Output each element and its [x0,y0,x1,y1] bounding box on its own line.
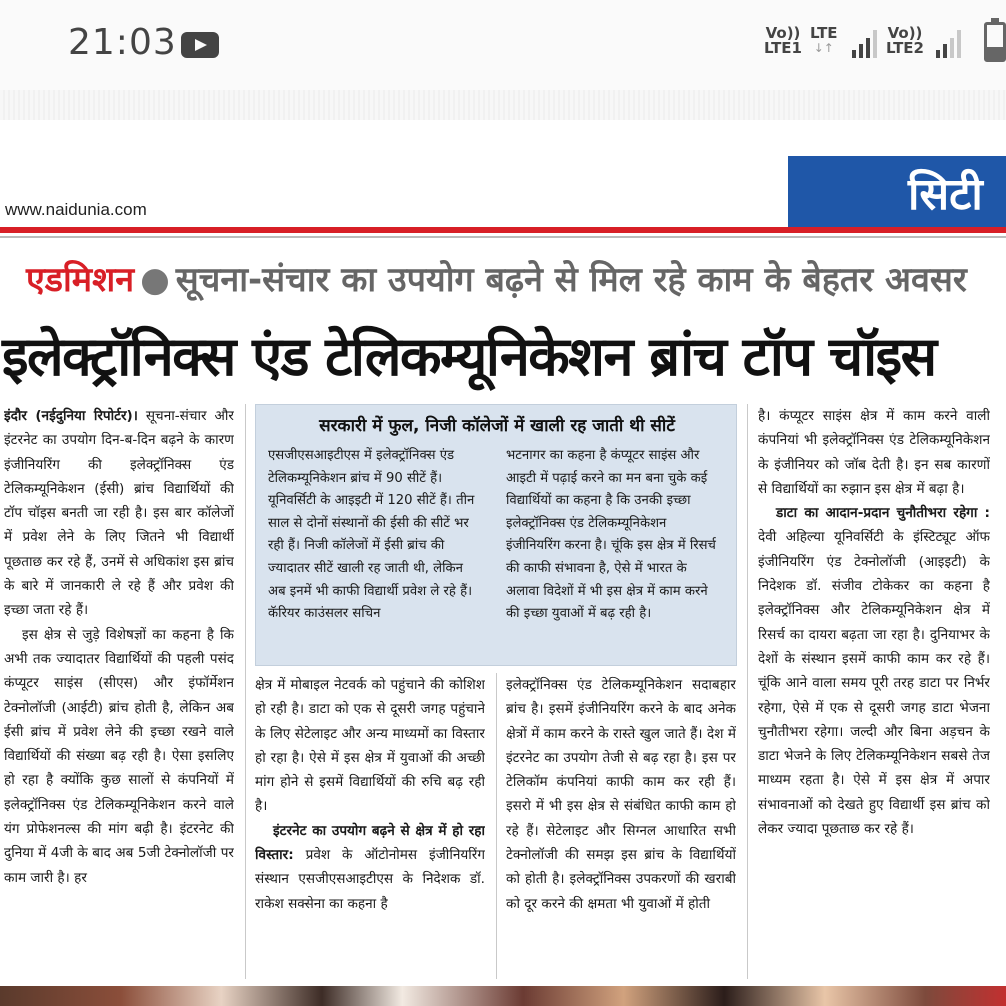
paragraph: सूचना-संचार और इंटरनेट का उपयोग दिन-ब-दिन बढ़ने के कारण इंजीनियरिंग की इलेक्ट्रॉनिक्स एंड टेलिकम्यूनिकेशन (ईसी) ब्रांच विद्यार्थियों की टॉप चॉइस बनती जा रही है। इस बार कॉलेजों में प्रवेश लेने के लिए जितने भी विद्यार्थी पूछताछ कर रहे हैं, उनमें से अधिकांश इस ब्रांच के बारे में जानकारी ले रहे हैं और प्रवेश की इच्छा जता रहे हैं। [4,408,234,619]
paragraph: क्षेत्र में मोबाइल नेटवर्क को पहुंचाने की कोशिश हो रही है। डाटा को एक से दूसरी जगह पहुंचाने के लिए सेटेलाइट और अन्य माध्यमों का विस्तार हो रहा है। ऐसे में इस क्षेत्र में युवाओं की अच्छी मांग होने से इसमें विद्यार्थियों की रुचि बढ़ रही है। [255,677,485,815]
column-divider [245,404,246,979]
kicker-tag: एडमिशन [26,260,135,300]
box-text-left: एसजीएसआइटीएस में इलेक्ट्रॉनिक्स एंड टेलिकम्यूनिकेशन ब्रांच में 90 सीटें हैं। यूनिवर्सिटी के आइइटी में 120 सीटें हैं। तीन साल से दोनों संस्थानों की ईसी की सीटें भर रही हैं। निजी कॉलेजों में ईसी ब्रांच की ज्यादातर सीटें खाली रह जाती थी, लेकिन अब इनमें भी काफी विद्यार्थी प्रवेश ले रहे हैं। कॅरियर काउंसलर सचिन [268,448,475,622]
sim1-lte-label: LTE1 [764,39,802,57]
header-rule-thin [0,236,1006,238]
sim2-lte-label: LTE2 [886,39,924,57]
kicker-text: सूचना-संचार का उपयोग बढ़ने से मिल रहे काम के बेहतर अवसर [175,260,967,300]
sim1-volte-label: Vo)) [765,24,801,42]
box-text-right: भटनागर का कहना है कंप्यूटर साइंस और आइटी में पढ़ाई करने का मन बना चुके कई विद्यार्थियों का कहना है कि उनकी इच्छा इलेक्ट्रॉनिक्स एंड टेलिकम्यूनिकेशन इंजीनियरिंग करना है। चूंकि इस क्षेत्र में रिसर्च की काफी संभावना है, ऐसे में भारत के अलावा विदेशों में भी इस क्षेत्र में काम करने की इच्छा युवाओं में बढ़ रही है। [506,448,716,622]
article-column-3 [506,673,736,979]
section-banner [788,156,1006,228]
lte-label: LTE [810,24,838,42]
youtube-notification-icon [181,32,219,58]
dateline: इंदौर (नईदुनिया रिपोर्टर)। [4,408,138,424]
sim1-network-indicator [764,26,802,56]
section-label: सिटी [908,169,983,220]
bullet-icon: ● [140,260,170,300]
page-edge [0,90,1006,120]
article-column-2 [255,673,485,979]
paragraph: इलेक्ट्रॉनिक्स एंड टेलिकम्यूनिकेशन सदाबहार ब्रांच है। इसमें इंजीनियरिंग करने के बाद अनेक क्षेत्रों में काम करने के रास्ते खुल जाते हैं। देश में इंटरनेट का उपयोग तेजी से बढ़ रहा है। इस पर टेलिकॉम कंपनियां काफी काम कर रही हैं। इसरो में भी इस क्षेत्र से संबंधित काफी काम हो रहे हैं। सेटेलाइट और सिग्नल आधारित सभी टेक्नोलॉजी की समझ इस ब्रांच के विद्यार्थियों को होती है। इलेक्ट्रॉनिक्स उपकरणों की खराबी को दूर करने की क्षमता भी युवाओं में होती [506,677,736,912]
article-column-1 [4,404,234,979]
paragraph: इस क्षेत्र से जुड़े विशेषज्ञों का कहना है कि अभी तक ज्यादातर विद्यार्थियों की पहली पसंद कंप्यूटर साइंस (सीएस) और इंफॉर्मेशन टेक्नोलॉजी (आईटी) ब्रांच होती है, लेकिन अब ईसी ब्रांच में प्रवेश लेने की इच्छा रखने वाले विद्यार्थियों की संख्या बढ़ रही है। ऐसा इसलिए हो रहा है क्योंकि कुछ सालों से कंपनियों में इलेक्ट्रॉनिक्स एंड टेलिकम्यूनिकेशन करने वाले यंग प्रोफेशनल्स की मांग बढ़ी है। इंटरनेट की दुनिया में 4जी के बाद अब 5जी टेक्नोलॉजी पर काम जारी है। हर [4,626,234,886]
article-column-4 [758,404,990,979]
lte-data-indicator [810,26,838,56]
clock: 21:03 [68,22,177,63]
sim2-volte-label: Vo)) [887,24,923,42]
subheading: इंटरनेट का उपयोग बढ़ने से क्षेत्र में हो रहा विस्तार: [255,822,485,864]
header-rule [0,227,1006,233]
signal-strength-icon-2 [936,28,961,58]
sim2-network-indicator [886,26,924,56]
info-box [255,404,737,666]
headline: इलेक्ट्रॉनिक्स एंड टेलिकम्यूनिकेशन ब्रांच टॉप चॉइस [2,325,936,388]
paragraph: प्रवेश के ऑटोनोमस इंजीनियरिंग संस्थान एसजीएसआइटीएस के निदेशक डॉ. राकेश सक्सेना का कहना है [255,847,485,912]
photo-strip [0,986,1006,1006]
signal-strength-icon [852,28,877,58]
data-arrows-icon: ↓↑ [813,41,834,55]
site-url: www.naidunia.com [5,200,147,219]
subheading: डाटा का आदान-प्रदान चुनौतीभरा रहेगा : [776,505,990,522]
column-divider [496,673,497,979]
column-divider [747,404,748,979]
status-bar [0,0,1006,90]
paragraph: है। कंप्यूटर साइंस क्षेत्र में काम करने वाली कंपनियां भी इलेक्ट्रॉनिक्स एंड टेलिकम्यूनिकेशन के इंजीनियर को जॉब देती है। इन सब कारणों से विद्यार्थियों का रुझान इस क्षेत्र में बढ़ा है। [758,408,990,497]
paragraph: देवी अहिल्या यूनिवर्सिटी के इंस्टिट्यूट ऑफ इंजीनियरिंग एंड टेक्नोलॉजी (आइइटी) के निदेशक डॉ. संजीव टोकेकर का कहना है इलेक्ट्रॉनिक्स और टेलिकम्यूनिकेशन क्षेत्र में रिसर्च का दायरा बढ़ता जा रहा है। दुनियाभर के देशों के संस्थान इसमें काफी काम कर रहे हैं। चूंकि आने वाला समय पूरी तरह डाटा पर निर्भर रहेगा, ऐसे में एक से दूसरी जगह डाटा भेजना चुनौतीभरा रहेगा। जल्दी और बिना अड़चन के डाटा भेजने के लिए टेलिकम्यूनिकेशन सबसे तेज माध्यम रहता है। ऐसे में इस क्षेत्र में अपार संभावनाओं को देखते हुए विद्यार्थी इस ब्रांच को लेकर ज्यादा पूछताछ कर रहे हैं। [758,529,990,838]
battery-icon [984,22,1006,62]
kicker [26,258,967,302]
box-title: सरकारी में फुल, निजी कॉलेजों में खाली रह जाती थी सीटें [319,416,675,436]
